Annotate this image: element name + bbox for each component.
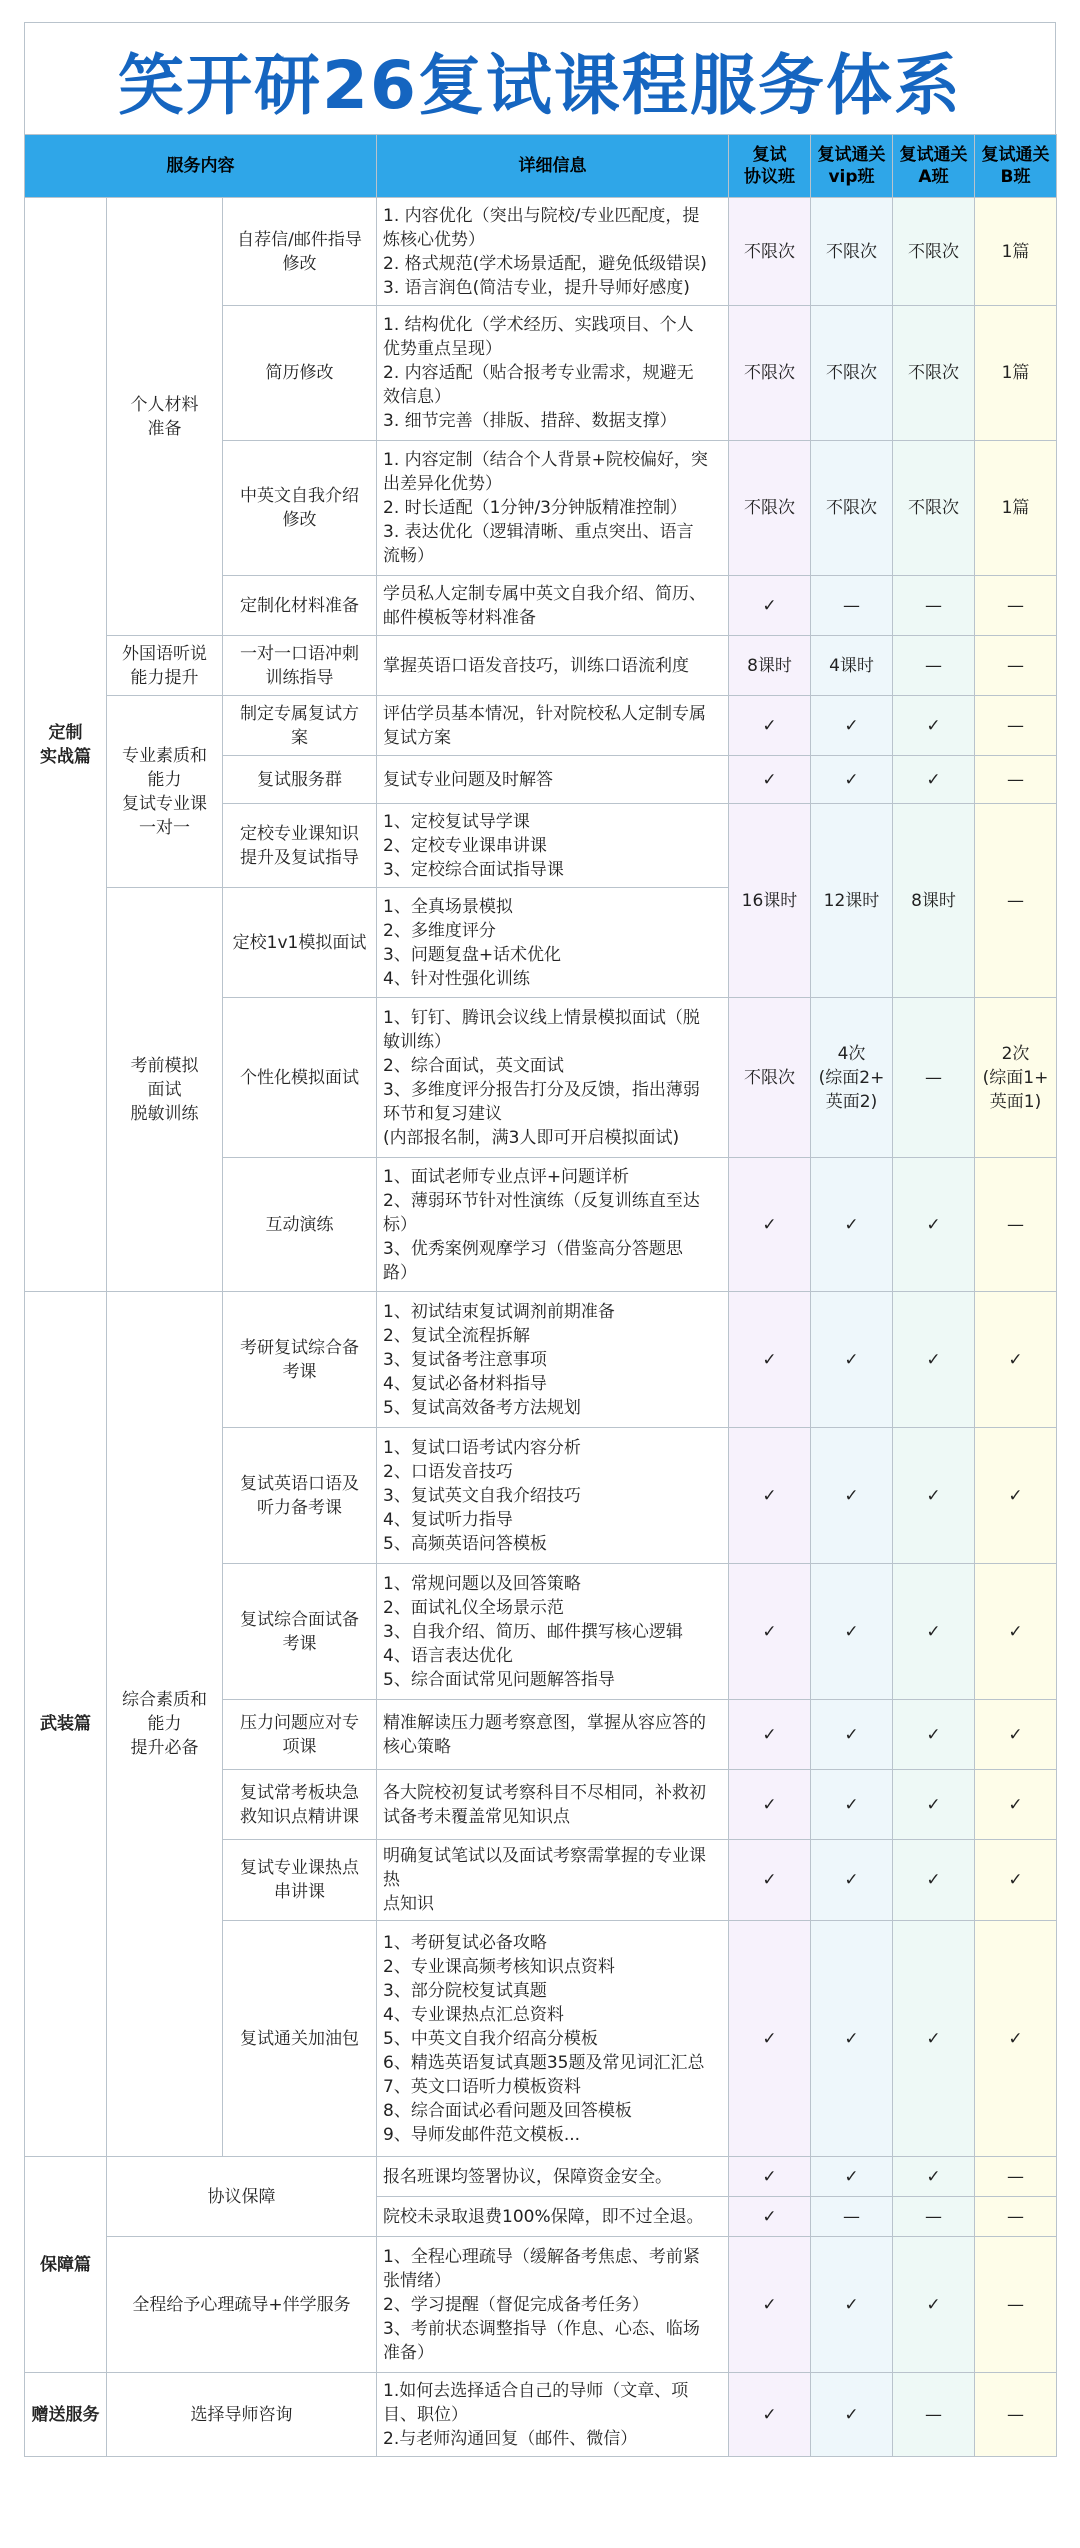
plan-cell: ✓: [811, 1770, 893, 1840]
plan-cell: ✓: [975, 1921, 1057, 2157]
plan-cell: —: [975, 576, 1057, 636]
item-name: 中英文自我介绍 修改: [223, 441, 377, 576]
plan-cell: ✓: [893, 1564, 975, 1700]
item-name: 复试英语口语及 听力备考课: [223, 1428, 377, 1564]
item-detail: 掌握英语口语发音技巧，训练口语流利度: [377, 636, 729, 696]
item-detail: 1. 结构优化（学术经历、实践项目、个人 优势重点呈现） 2. 内容适配（贴合报考专业需求，规避无 效信息） 3. 细节完善（排版、措辞、数据支撑）: [377, 306, 729, 441]
plan-cell: ✓: [811, 1292, 893, 1428]
plan-cell: ✓: [729, 2373, 811, 2457]
plan-cell: 不限次: [811, 441, 893, 576]
item-detail: 1、定校复试导学课 2、定校专业课串讲课 3、定校综合面试指导课: [377, 804, 729, 888]
plan-cell: ✓: [811, 1700, 893, 1770]
item-detail: 1、全程心理疏导（缓解备考焦虑、考前紧 张情绪） 2、学习提醒（督促完成备考任务） 3、考前状态调整指导（作息、心态、临场 准备）: [377, 2237, 729, 2373]
item-detail: 复试专业问题及时解答: [377, 756, 729, 804]
table-row: [25, 1292, 1057, 1428]
table-row: [25, 2157, 1057, 2197]
plan-cell: 不限次: [729, 306, 811, 441]
plan-cell: ✓: [729, 576, 811, 636]
plan-cell: ✓: [729, 1428, 811, 1564]
item-detail: 1. 内容定制（结合个人背景+院校偏好，突 出差异化优势） 2. 时长适配（1分钟/3分钟版精准控制） 3. 表达优化（逻辑清晰、重点突出、语言 流畅）: [377, 441, 729, 576]
plan-cell: ✓: [975, 1292, 1057, 1428]
plan-cell: ✓: [729, 696, 811, 756]
plan-cell: ✓: [811, 2373, 893, 2457]
header-plan-vip: 复试通关 vip班: [811, 135, 893, 198]
group-label: 协议保障: [107, 2157, 377, 2237]
plan-cell-merged: 8课时: [893, 804, 975, 998]
item-name: 一对一口语冲刺 训练指导: [223, 636, 377, 696]
plan-cell: —: [975, 636, 1057, 696]
item-detail: 报名班课均签署协议，保障资金安全。: [377, 2157, 729, 2197]
plan-cell-merged: —: [975, 804, 1057, 998]
plan-cell: ✓: [729, 1564, 811, 1700]
item-detail: 1. 内容优化（突出与院校/专业匹配度，提 炼核心优势） 2. 格式规范(学术场景适配，避免低级错误) 3. 语言润色(简洁专业，提升导师好感度): [377, 198, 729, 306]
plan-cell: —: [811, 2197, 893, 2237]
plan-cell: 不限次: [893, 198, 975, 306]
service-table: [24, 134, 1057, 2457]
plan-cell-merged: 16课时: [729, 804, 811, 998]
table-row: [25, 198, 1057, 306]
header-service: 服务内容: [25, 135, 377, 198]
plan-cell: —: [893, 998, 975, 1158]
plan-cell: ✓: [729, 2237, 811, 2373]
plan-cell: ✓: [729, 1840, 811, 1921]
item-name: 考研复试综合备 考课: [223, 1292, 377, 1428]
plan-cell: ✓: [811, 696, 893, 756]
item-detail: 1、考研复试必备攻略 2、专业课高频考核知识点资料 3、部分院校复试真题 4、专业课热点汇总资料 5、中英文自我介绍高分模板 6、精选英语复试真题35题及常见词汇汇总 7、英文口语听力模板资料 8、综合面试必看问题及回答模板 9、导师发邮件范文模板...: [377, 1921, 729, 2157]
table-row: [25, 636, 1057, 696]
plan-cell: ✓: [893, 1921, 975, 2157]
plan-cell: 不限次: [811, 306, 893, 441]
plan-cell: —: [975, 696, 1057, 756]
plan-cell: ✓: [893, 1840, 975, 1921]
item-name: 复试常考板块急 救知识点精讲课: [223, 1770, 377, 1840]
item-detail: 1、初试结束复试调剂前期准备 2、复试全流程拆解 3、复试备考注意事项 4、复试必备材料指导 5、复试高效备考方法规划: [377, 1292, 729, 1428]
plan-cell: ✓: [975, 1428, 1057, 1564]
plan-cell: —: [975, 2373, 1057, 2457]
item-name: 复试专业课热点 串讲课: [223, 1840, 377, 1921]
plan-cell: 1篇: [975, 441, 1057, 576]
plan-cell: ✓: [811, 2157, 893, 2197]
plan-cell: ✓: [811, 1158, 893, 1292]
group-label: 全程给予心理疏导+伴学服务: [107, 2237, 377, 2373]
plan-cell: 8课时: [729, 636, 811, 696]
plan-cell: ✓: [811, 1840, 893, 1921]
item-name: 压力问题应对专 项课: [223, 1700, 377, 1770]
plan-cell: ✓: [811, 1921, 893, 2157]
group-label: 综合素质和 能力 提升必备: [107, 1292, 223, 2157]
plan-cell: 不限次: [729, 441, 811, 576]
header-plan-b: 复试通关 B班: [975, 135, 1057, 198]
plan-cell: —: [975, 2197, 1057, 2237]
section-label: 定制 实战篇: [25, 198, 107, 1292]
item-detail: 精准解读压力题考察意图，掌握从容应答的 核心策略: [377, 1700, 729, 1770]
table-row: [25, 696, 1057, 756]
plan-cell: ✓: [893, 1292, 975, 1428]
item-name: 简历修改: [223, 306, 377, 441]
page-title: 笑开研26复试课程服务体系: [118, 46, 962, 124]
plan-cell: ✓: [811, 1564, 893, 1700]
item-detail: 1、面试老师专业点评+问题详析 2、薄弱环节针对性演练（反复训练直至达 标） 3、优秀案例观摩学习（借鉴高分答题思 路）: [377, 1158, 729, 1292]
plan-cell: ✓: [893, 756, 975, 804]
plan-cell: 不限次: [729, 998, 811, 1158]
item-name: 个性化模拟面试: [223, 998, 377, 1158]
plan-cell: 不限次: [729, 198, 811, 306]
item-name: 复试综合面试备 考课: [223, 1564, 377, 1700]
plan-cell: —: [975, 1158, 1057, 1292]
item-name: 复试服务群: [223, 756, 377, 804]
plan-cell: ✓: [729, 756, 811, 804]
plan-cell: ✓: [893, 1700, 975, 1770]
item-name: 定校1v1模拟面试: [223, 888, 377, 998]
plan-cell: 不限次: [893, 441, 975, 576]
plan-cell: —: [893, 2197, 975, 2237]
plan-cell: ✓: [729, 2197, 811, 2237]
plan-cell: ✓: [893, 696, 975, 756]
item-name: 复试通关加油包: [223, 1921, 377, 2157]
plan-cell: ✓: [975, 1700, 1057, 1770]
item-detail: 1、钉钉、腾讯会议线上情景模拟面试（脱 敏训练） 2、综合面试，英文面试 3、多维度评分报告打分及反馈，指出薄弱 环节和复习建议 (内部报名制，满3人即可开启模拟面试): [377, 998, 729, 1158]
plan-cell: 4课时: [811, 636, 893, 696]
plan-cell: ✓: [893, 2237, 975, 2373]
plan-cell: —: [893, 576, 975, 636]
plan-cell: ✓: [729, 2157, 811, 2197]
group-label: 选择导师咨询: [107, 2373, 377, 2457]
header-plan-agreement: 复试 协议班: [729, 135, 811, 198]
item-detail: 学员私人定制专属中英文自我介绍、简历、 邮件模板等材料准备: [377, 576, 729, 636]
table-row: [25, 2237, 1057, 2373]
plan-cell: 1篇: [975, 198, 1057, 306]
item-name: 自荐信/邮件指导 修改: [223, 198, 377, 306]
title-banner: [24, 22, 1056, 135]
item-name: 定制化材料准备: [223, 576, 377, 636]
item-detail: 评估学员基本情况，针对院校私人定制专属 复试方案: [377, 696, 729, 756]
plan-cell: ✓: [975, 1840, 1057, 1921]
group-label: 外国语听说 能力提升: [107, 636, 223, 696]
plan-cell: —: [975, 756, 1057, 804]
plan-cell: ✓: [811, 756, 893, 804]
header-detail: 详细信息: [377, 135, 729, 198]
section-label: 保障篇: [25, 2157, 107, 2373]
group-label: 个人材料 准备: [107, 198, 223, 636]
plan-cell: 4次 (综面2+ 英面2): [811, 998, 893, 1158]
item-detail: 1、全真场景模拟 2、多维度评分 3、问题复盘+话术优化 4、针对性强化训练: [377, 888, 729, 998]
plan-cell: ✓: [729, 1158, 811, 1292]
item-name: 定校专业课知识 提升及复试指导: [223, 804, 377, 888]
group-label: 考前模拟 面试 脱敏训练: [107, 888, 223, 1292]
plan-cell: ✓: [893, 1770, 975, 1840]
plan-cell: ✓: [893, 1158, 975, 1292]
section-label: 赠送服务: [25, 2373, 107, 2457]
item-detail: 1、复试口语考试内容分析 2、口语发音技巧 3、复试英文自我介绍技巧 4、复试听力指导 5、高频英语问答模板: [377, 1428, 729, 1564]
plan-cell: —: [975, 2157, 1057, 2197]
plan-cell: ✓: [729, 1921, 811, 2157]
header-plan-a: 复试通关 A班: [893, 135, 975, 198]
plan-cell: —: [811, 576, 893, 636]
plan-cell-merged: 12课时: [811, 804, 893, 998]
plan-cell: ✓: [893, 2157, 975, 2197]
plan-cell: 不限次: [811, 198, 893, 306]
plan-cell: ✓: [811, 1428, 893, 1564]
section-label: 武装篇: [25, 1292, 107, 2157]
plan-cell: ✓: [811, 2237, 893, 2373]
plan-cell: ✓: [729, 1700, 811, 1770]
plan-cell: —: [893, 636, 975, 696]
item-detail: 1、常规问题以及回答策略 2、面试礼仪全场景示范 3、自我介绍、简历、邮件撰写核心逻辑 4、语言表达优化 5、综合面试常见问题解答指导: [377, 1564, 729, 1700]
plan-cell: 2次 (综面1+ 英面1): [975, 998, 1057, 1158]
item-name: 互动演练: [223, 1158, 377, 1292]
plan-cell: ✓: [729, 1770, 811, 1840]
plan-cell: ✓: [729, 1292, 811, 1428]
item-detail: 明确复试笔试以及面试考察需掌握的专业课热 点知识: [377, 1840, 729, 1921]
table-row: [25, 2373, 1057, 2457]
plan-cell: —: [975, 2237, 1057, 2373]
plan-cell: —: [893, 2373, 975, 2457]
plan-cell: ✓: [975, 1564, 1057, 1700]
item-name: 制定专属复试方 案: [223, 696, 377, 756]
item-detail: 1.如何去选择适合自己的导师（文章、项 目、职位） 2.与老师沟通回复（邮件、微信）: [377, 2373, 729, 2457]
plan-cell: 1篇: [975, 306, 1057, 441]
item-detail: 各大院校初复试考察科目不尽相同，补救初 试备考未覆盖常见知识点: [377, 1770, 729, 1840]
item-detail: 院校未录取退费100%保障，即不过全退。: [377, 2197, 729, 2237]
plan-cell: ✓: [975, 1770, 1057, 1840]
group-label: 专业素质和 能力 复试专业课 一对一: [107, 696, 223, 888]
plan-cell: ✓: [893, 1428, 975, 1564]
plan-cell: 不限次: [893, 306, 975, 441]
header-row: [25, 135, 1057, 198]
